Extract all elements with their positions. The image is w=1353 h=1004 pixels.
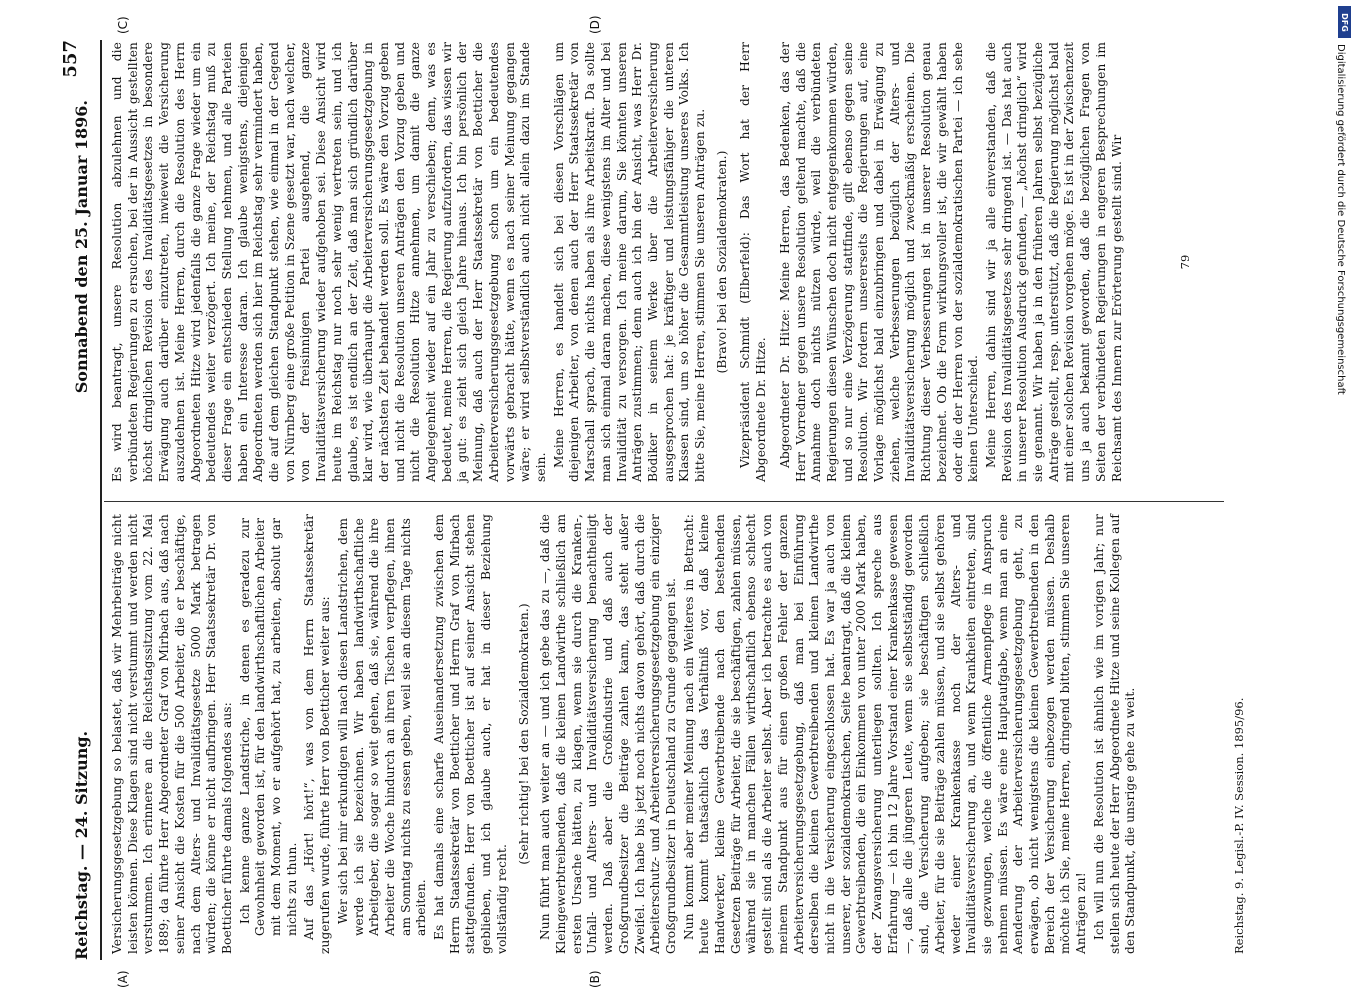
page-header <box>60 40 100 960</box>
quotation: Ich kenne ganze Landstriche, in denen es geradezu zur Gewohnheit geworden ist, für den landwirthschaftlichen Arbeiter mit dem Moment, wo er aufgehört hat, zu arbeiten, absolut gar nichts zu thun. <box>237 518 299 936</box>
header-left: Reichstag. — 24. Sitzung. <box>72 730 91 960</box>
margin-marker-d: (D) <box>588 15 602 34</box>
margin-marker-c: (C) <box>116 16 130 34</box>
paragraph: Nun führt man auch weiter an — und ich gebe das zu —, daß die Kleingewerbtreibenden, daß die kleinen Landwirthe schließlich am ersten Ursache hätten, zu klagen, wenn sie durch die Kranken-, Unfall- und Alters- und Invaliditätsversicherung benachtheiligt werden. Daß aber die Großindustrie und daß auch der Großgrundbesitzer die Beiträge zahlen kann, das steht außer Zweifel. Ich habe bis jetzt noch nichts davon gehört, daß durch die Arbeiterschutz- und Arbeiterversicherungsgesetzgebung ein einziger Großgrundbesitzer in Deutschland zu Grunde gegangen ist. <box>538 514 678 954</box>
right-column <box>110 42 1127 482</box>
column-divider <box>104 501 1224 502</box>
funding-notice: Digitalisierung gefördert durch die Deutsche Forschungsgemeinschaft <box>1335 44 1346 395</box>
header-rule <box>100 40 102 960</box>
margin-marker-a: (A) <box>116 970 130 988</box>
page-footer: Reichstag. 9. Legisl.-P. IV. Session. 1895/96. <box>1232 697 1246 954</box>
header-date: Sonnabend den 25. Januar 1896. <box>72 100 91 394</box>
paragraph: Es hat damals eine scharfe Auseinandersetzung zwischen dem Herrn Staatssekretär von Boetticher und Herrn Graf von Mirbach stattgefunden. Herr von Boetticher ist auf seiner Ansicht stehen geblieben, und ich glaube auch, er hat in dieser Beziehung vollständig recht. <box>432 514 509 954</box>
paragraph: Ich will nun die Resolution ist ähnlich wie im vorigen Jahr; nur stellen sich heute der Herr Abgeordnete Hitze und seine Kollegen auf den Standpunkt, die unsrige gehe zu weit. <box>1091 514 1138 954</box>
speaker-announcement: Vizepräsident Schmidt (Elberfeld): Das Wort hat der Herr Abgeordnete Dr. Hitze. <box>738 42 769 482</box>
paragraph: Abgeordneter Dr. Hitze: Meine Herren, das Bedenken, das der Herr Vorredner gegen unsere Resolution geltend machte, daß die Annahme doch nichts nützen würde, weil die verbündeten Regierungen diesen Wünschen doch nicht entgegenkommen würden, und so nur eine Verzögerung stattfinde, gilt ebenso gegen seine Resolution. Wir fordern unsererseits die Regierungen auf, eine Vorlage möglichst bald einzubringen und dabei in Erwägung zu ziehen, welche Verbesserungen bezüglich der Alters- und Invaliditätsversicherung möglich und zweckmäßig erscheinen. Die Richtung dieser Verbesserungen ist in unserer Resolution genau bezeichnet. Ob die Form wirkungsvoller ist, die wir gewählt haben oder die der Herren von der sozialdemokratischen Partei — ich sehe keinen Unterschied. <box>777 42 981 482</box>
paragraph: Es wird beantragt, unsere Resolution abzulehnen und die verbündeten Regierungen zu ersuchen, bei der in Aussicht gestellten höchst dringlichen Revision des Invaliditätsgesetzes in besondere Erwägung auch darüber einzutreten, inwieweit die Versicherung auszudehnen ist. Meine Herren, durch die Resolution des Herrn Abgeordneten Hitze wird jedenfalls die ganze Frage wieder um ein bedeutendes weiter verzögert. Ich meine, der Reichstag muß zu dieser Frage ein entschieden Stellung nehmen, und alle Parteien haben ein Interesse daran. Ich glaube wenigstens, diejenigen Abgeordneten werden sich hier im Reichstag sehr vermindert haben, die auf dem gleichen Standpunkt stehen, wie einmal in der Gegend von Nürnberg eine große Petition in Szene gesetzt war, nach welcher, von der freisinnigen Partei ausgehend, die ganze Invaliditätsversicherung wieder aufgehoben sei. Diese Ansicht wird heute im Reichstag nur noch sehr wenig vertreten sein, und ich glaube, es ist endlich an der Zeit, daß man sich gründlich darüber klar wird, wie überhaupt die Arbeiterversicherungsgesetzgebung in der nächsten Zeit behandelt werden soll. Es wäre den Vorzug geben und nicht die Resolution unseren Anträgen den Vorzug geben und nicht die Resolution Hitze annehmen, um damit die ganze Angelegenheit wieder auf ein Jahr zu verschieben; denn, was es bedeutet, meine Herren, die Regierung aufzufordern, das wissen wir ja gut: es zieht sich gleich Jahre hinaus. Ich bin persönlich der Meinung, daß auch der Herr Staatssekretär von Boetticher die Arbeiterversicherungsgesetzgebung schon um ein bedeutendes vorwärts gebracht hätte, wenn es nach seiner Meinung gegangen wäre; er wird selbstverständlich auch nicht allein dazu im Stande sein. <box>110 42 548 482</box>
page-number: 557 <box>60 40 81 78</box>
paragraph: Meine Herren, dahin sind wir ja alle einverstanden, daß die Revision des Invaliditätsgesetzes sehr dringend ist. — Das hat auch in unserer Resolution Ausdruck gefunden, — „höchst dringlich“ wird sie genannt. Wir haben ja in den früheren Jahren selbst bezügliche Anträge gestellt, resp. unterstützt, daß die Regierung möglichst bald mit einer solchen Revision vorgehen möge. Es ist in der Zwischenzeit uns ja auch bekannt geworden, daß die bezüglichen Fragen von Seiten der verbündeten Regierungen in engeren Besprechungen im Reichsamt des Innern zur Erörterung gestellt sind. Wir <box>983 42 1124 482</box>
paragraph: Versicherungsgesetzgebung so belastet, daß wir Mehrbeiträge nicht leisten können. Diese Klagen sind nicht verstummt und werden nicht verstummen. Ich erinnere an die Reichstagssitzung vom 22. Mai 1889; da führte Herr Abgeordneter Graf von Mirbach aus, daß nach seiner Ansicht die Kosten für die 500 Arbeiter, die er beschäftige, nach dem Alters- und Invaliditätsgesetze 5000 Mark betragen würden; die könne er nicht aufbringen. Herr Staatssekretär Dr. von Boetticher führte damals folgendes aus: <box>110 514 234 954</box>
quotation: Wer sich bei mir erkundigen will nach diesen Landstrichen, dem werde ich sie bezeichnen. Wir haben landwirthschaftliche Arbeitgeber, die sogar so weit gehen, daß sie, während die ihre Arbeiter die Woche hindurch an ihren Tischen verpflegen, ihnen am Sonntag nichts zu essen geben, weil sie an diesem Tage nichts arbeiten. <box>335 518 429 936</box>
margin-marker-b: (B) <box>588 970 602 988</box>
signature-mark: 79 <box>1178 254 1192 270</box>
applause-note: (Bravo! bei den Sozialdemokraten.) <box>714 150 729 374</box>
paragraph: Auf das „Hört! hört!“, was von dem Herrn Staatssekretär zugerufen wurde, führte Herr von Boetticher weiter aus: <box>302 514 333 954</box>
dfg-logo-text: DFG <box>1340 12 1350 32</box>
applause-note: (Sehr richtig! bei den Sozialdemokraten.) <box>516 603 531 865</box>
paragraph: Meine Herren, es handelt sich bei diesen Vorschlägen um diejenigen Arbeiter, von denen auch der Herr Staatssekretär von Marschall sprach, die nichts haben als ihre Arbeitskraft. Da sollte man sich einmal daran machen, diese wenigstens im Alter und bei Invalidität zu versorgen. Ich meine darum, Sie könnten unseren Anträgen zustimmen; denn auch ich bin der Ansicht, was Herr Dr. Bödiker in seinem Werke über die Arbeiterversicherung ausgesprochen hat: je kräftiger und leistungsfähiger die unteren Klassen sind, um so höher die Gesammtleistung unseres Volks. Ich bitte Sie, meine Herren, stimmen Sie unseren Anträgen zu. <box>551 42 708 482</box>
left-column <box>110 514 1141 954</box>
paragraph: Nun kommt aber meiner Meinung nach ein Weiteres in Betracht: heute kommt thatsächlich das Verhältniß vor, daß kleine Handwerker, kleine Gewerbtreibende nach den bestehenden Gesetzen Beiträge für Arbeiter, die sie beschäftigen, zahlen müssen, während sie in manchen Fällen wirthschaftlich ebenso schlecht gestellt sind als die Arbeiter selbst. Aber ich betrachte es auch von meinem Standpunkt aus für einen großen Fehler der ganzen Arbeiterversicherungsgesetzgebung, daß man bei Einführung derselben die kleinen Gewerbtreibenden und kleinen Landwirthe nicht in die Versicherung eingeschlossen hat. Es war ja auch von unserer, der sozialdemokratischen, Seite beantragt, daß die kleinen Gewerbtreibenden, die ein Einkommen von unter 2000 Mark haben, der Zwangsversicherung unterliegen sollten. Ich spreche aus Erfahrung — ich bin 12 Jahre Vorstand einer Krankenkasse gewesen —, daß alle die jüngeren Leute, wenn sie selbstständig geworden sind, die Versicherung aufgeben; sie beschäftigen schließlich Arbeiter, für die sie Beiträge zahlen müssen, und sie selbst gehören weder einer Krankenkasse noch der Alters- und Invaliditätsversicherung an, und wenn Krankheiten eintreten, sind sie gezwungen, welche die öffentliche Armenpflege in Anspruch nehmen müssen. Es wäre eine Hauptaufgabe, wenn man an eine Aenderung der Arbeiterversicherungsgesetzgebung geht, zu erwägen, ob nicht wenigstens die kleinen Gewerbtreibenden in den Bereich der Versicherung einbezogen werden müssen. Deshalb möchte ich Sie, meine Herren, dringend bitten, stimmen Sie unseren Anträgen zu! <box>681 514 1089 954</box>
dfg-logo-icon <box>1338 6 1351 38</box>
